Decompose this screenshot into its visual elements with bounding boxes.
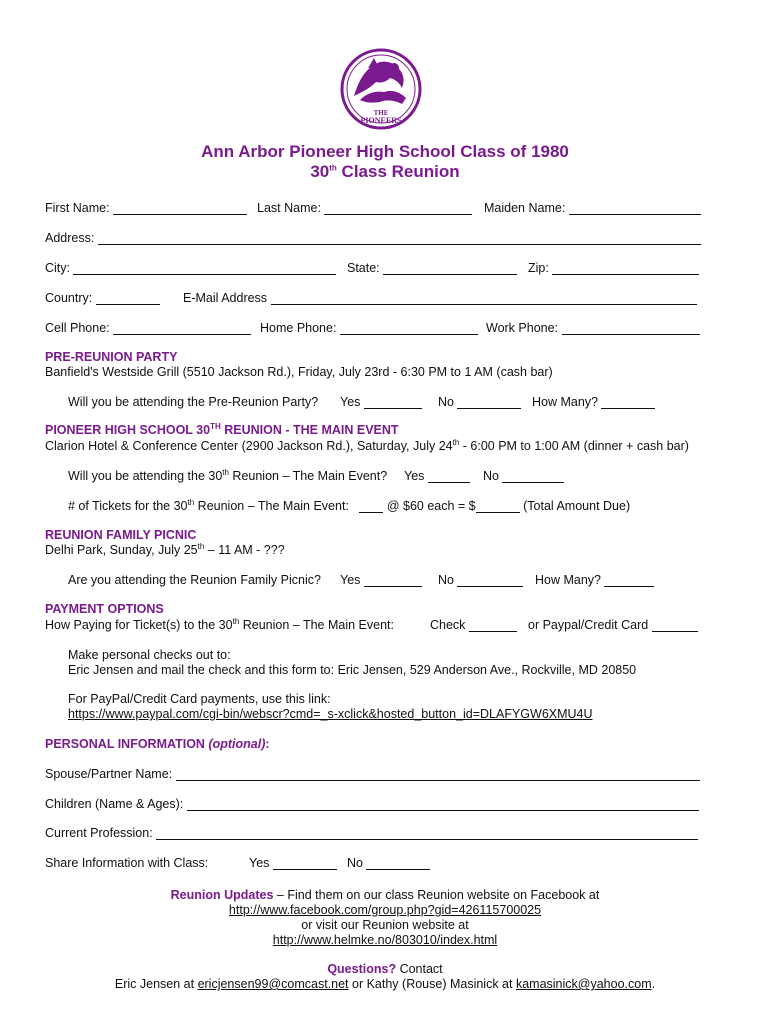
pre-reunion-no bbox=[438, 395, 521, 409]
or-visit-line: or visit our Reunion website at bbox=[301, 918, 469, 932]
payment-how: How Paying for Ticket(s) to the 30th Reunion – The Main Event: bbox=[45, 616, 394, 632]
questions-line: Questions? Contact bbox=[327, 962, 443, 976]
email-field[interactable] bbox=[271, 292, 697, 305]
pre-reunion-question: Will you be attending the Pre-Reunion Party? bbox=[68, 395, 319, 409]
children-field[interactable] bbox=[187, 798, 699, 811]
spouse-field[interactable] bbox=[176, 768, 700, 781]
paypal-line1: For PayPal/Credit Card payments, use this link: bbox=[68, 692, 331, 706]
check-field[interactable] bbox=[469, 619, 517, 632]
picnic-question: Are you attending the Reunion Family Picnic? bbox=[68, 573, 321, 587]
picnic-details: Delhi Park, Sunday, July 25th – 11 AM - ??? bbox=[45, 541, 285, 557]
spouse-label: Spouse/Partner Name: bbox=[45, 767, 173, 781]
main-event-no bbox=[483, 469, 564, 483]
country-field[interactable] bbox=[96, 292, 160, 305]
svg-text:THE: THE bbox=[373, 109, 389, 117]
share-yes-field[interactable] bbox=[273, 857, 337, 870]
checks-line1: Make personal checks out to: bbox=[68, 648, 231, 662]
payment-paypal bbox=[528, 618, 698, 632]
share-no-field[interactable] bbox=[366, 857, 430, 870]
yes-label: Yes bbox=[404, 469, 425, 483]
pioneers-logo bbox=[340, 48, 422, 134]
last-name-row bbox=[257, 201, 472, 215]
country-label: Country: bbox=[45, 291, 93, 305]
paypal-field[interactable] bbox=[652, 619, 698, 632]
no-label: No bbox=[483, 469, 499, 483]
state-row bbox=[347, 261, 517, 275]
spouse-row bbox=[45, 767, 700, 781]
profession-label: Current Profession: bbox=[45, 826, 153, 840]
work-phone-field[interactable] bbox=[562, 322, 700, 335]
pre-reunion-no-field[interactable] bbox=[457, 396, 521, 409]
page-title: Ann Arbor Pioneer High School Class of 1980 bbox=[201, 142, 569, 161]
pre-reunion-heading: PRE-REUNION PARTY bbox=[45, 350, 178, 364]
main-event-heading: PIONEER HIGH SCHOOL 30TH REUNION - THE MAIN EVENT bbox=[45, 421, 399, 437]
tickets-row: # of Tickets for the 30th Reunion – The Main Event: @ $60 each = $ (Total Amount Due) bbox=[68, 497, 631, 513]
pre-reunion-details: Banfield's Westside Grill (5510 Jackson Rd.), Friday, July 23rd - 6:30 PM to 1 AM (cash bar) bbox=[45, 365, 553, 379]
home-phone-field[interactable] bbox=[340, 322, 478, 335]
contact-line: Eric Jensen at ericjensen99@comcast.net or Kathy (Rouse) Masinick at kamasinick@yahoo.com. bbox=[114, 977, 656, 991]
how-many-label: How Many? bbox=[535, 573, 601, 587]
profession-field[interactable] bbox=[156, 827, 698, 840]
tickets-count-field[interactable] bbox=[359, 500, 383, 513]
payment-heading: PAYMENT OPTIONS bbox=[45, 602, 164, 616]
facebook-link-row bbox=[0, 903, 770, 917]
personal-heading: PERSONAL INFORMATION (optional): bbox=[45, 737, 270, 751]
no-label: No bbox=[438, 573, 454, 587]
main-event-yes-field[interactable] bbox=[428, 470, 470, 483]
email-row bbox=[183, 291, 697, 305]
check-label: Check bbox=[430, 618, 466, 632]
last-name-field[interactable] bbox=[324, 202, 472, 215]
picnic-how-many-field[interactable] bbox=[604, 574, 654, 587]
first-name-row bbox=[45, 201, 247, 215]
city-field[interactable] bbox=[73, 262, 336, 275]
main-event-yes bbox=[404, 469, 470, 483]
zip-row bbox=[528, 261, 699, 275]
paypal-label: or Paypal/Credit Card bbox=[528, 618, 649, 632]
children-row bbox=[45, 797, 699, 811]
zip-field[interactable] bbox=[552, 262, 699, 275]
maiden-name-label: Maiden Name: bbox=[484, 201, 566, 215]
country-row bbox=[45, 291, 160, 305]
yes-label: Yes bbox=[340, 395, 361, 409]
tickets-total-field[interactable] bbox=[476, 500, 520, 513]
website-link[interactable]: http://www.helmke.no/803010/index.html bbox=[272, 933, 498, 947]
maiden-name-row bbox=[484, 201, 701, 215]
updates-line: Reunion Updates – Find them on our class Reunion website on Facebook at bbox=[170, 888, 600, 902]
no-label: No bbox=[347, 856, 363, 870]
pre-reunion-yes bbox=[340, 395, 422, 409]
yes-label: Yes bbox=[249, 856, 270, 870]
pre-reunion-yes-field[interactable] bbox=[364, 396, 422, 409]
profession-row bbox=[45, 826, 698, 840]
share-row: Share Information with Class: bbox=[45, 856, 209, 870]
children-label: Children (Name & Ages): bbox=[45, 797, 184, 811]
payment-check bbox=[430, 618, 517, 632]
svg-text:PIONEERS: PIONEERS bbox=[360, 116, 402, 125]
address-field[interactable] bbox=[98, 232, 701, 245]
cell-phone-row bbox=[45, 321, 251, 335]
first-name-label: First Name: bbox=[45, 201, 110, 215]
share-no bbox=[347, 856, 430, 870]
city-label: City: bbox=[45, 261, 70, 275]
maiden-name-field[interactable] bbox=[569, 202, 701, 215]
main-event-no-field[interactable] bbox=[502, 470, 564, 483]
work-phone-label: Work Phone: bbox=[486, 321, 559, 335]
checks-line2: Eric Jensen and mail the check and this form to: Eric Jensen, 529 Anderson Ave., Rockville, MD 20850 bbox=[68, 663, 637, 677]
city-row bbox=[45, 261, 336, 275]
eric-email-link[interactable]: ericjensen99@comcast.net bbox=[197, 977, 349, 991]
work-phone-row bbox=[486, 321, 700, 335]
pre-reunion-how-many-field[interactable] bbox=[601, 396, 655, 409]
no-label: No bbox=[438, 395, 454, 409]
page-subtitle: 30th Class Reunion bbox=[310, 162, 460, 181]
picnic-heading: REUNION FAMILY PICNIC bbox=[45, 528, 197, 542]
address-label: Address: bbox=[45, 231, 95, 245]
share-yes bbox=[249, 856, 337, 870]
kathy-email-link[interactable]: kamasinick@yahoo.com bbox=[515, 977, 652, 991]
picnic-yes bbox=[340, 573, 422, 587]
tickets-price: @ $60 each = $ bbox=[386, 499, 476, 513]
picnic-no-field[interactable] bbox=[457, 574, 523, 587]
picnic-no bbox=[438, 573, 523, 587]
cell-phone-field[interactable] bbox=[113, 322, 251, 335]
state-label: State: bbox=[347, 261, 380, 275]
svg-text:ANN ARBOR: ANN ARBOR bbox=[370, 126, 392, 130]
picnic-how-many bbox=[535, 573, 654, 587]
first-name-field[interactable] bbox=[113, 202, 247, 215]
main-event-question: Will you be attending the 30th Reunion – The Main Event? bbox=[68, 467, 388, 483]
address-row bbox=[45, 231, 701, 245]
home-phone-label: Home Phone: bbox=[260, 321, 337, 335]
zip-label: Zip: bbox=[528, 261, 549, 275]
paypal-link[interactable]: https://www.paypal.com/cgi-bin/webscr?cmd=_s-xclick&hosted_button_id=DLAFYGW6XMU4U bbox=[68, 707, 593, 721]
main-event-details: Clarion Hotel & Conference Center (2900 Jackson Rd.), Saturday, July 24th - 6:00 PM to 1:00 AM (dinner + cash bar) bbox=[45, 437, 689, 453]
picnic-yes-field[interactable] bbox=[364, 574, 422, 587]
state-field[interactable] bbox=[383, 262, 517, 275]
how-many-label: How Many? bbox=[532, 395, 598, 409]
website-link-row bbox=[0, 933, 770, 947]
cell-phone-label: Cell Phone: bbox=[45, 321, 110, 335]
facebook-link[interactable]: http://www.facebook.com/group.php?gid=426115700025 bbox=[228, 903, 542, 917]
pre-reunion-how-many bbox=[532, 395, 655, 409]
home-phone-row bbox=[260, 321, 478, 335]
email-label: E-Mail Address bbox=[183, 291, 268, 305]
yes-label: Yes bbox=[340, 573, 361, 587]
last-name-label: Last Name: bbox=[257, 201, 321, 215]
tickets-total-label: (Total Amount Due) bbox=[523, 499, 631, 513]
